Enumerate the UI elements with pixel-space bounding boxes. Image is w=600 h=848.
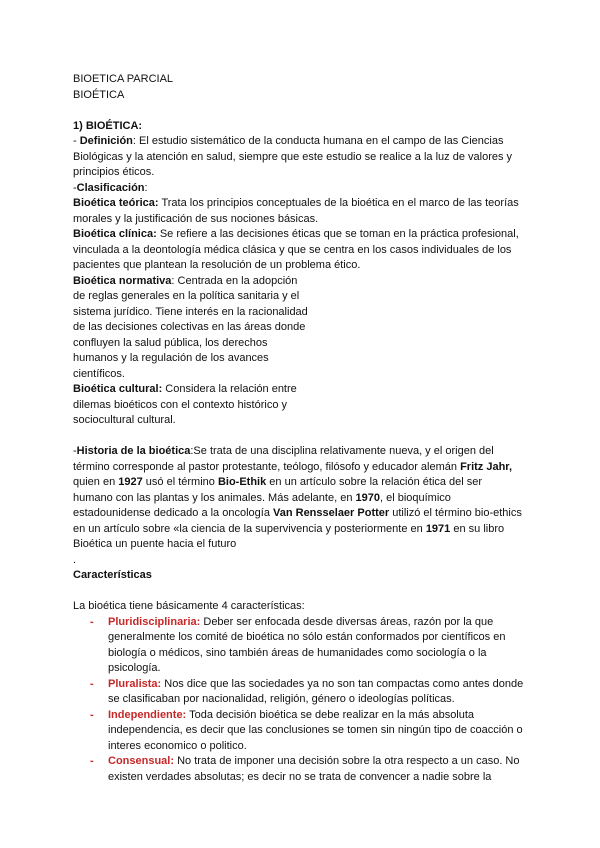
clinica-line-2: vinculada a la deontología médica clásica y que se centra en los casos individuales de los: [73, 243, 512, 256]
list-item-pluridisciplinaria: - Pluridisciplinaria: Deber ser enfocada desde diversas áreas, razón por la que generalmente los comité de bioética no sólo están conformados por científicos en biología o médicos, sino también áreas de humanidades como sociología o la psicología.: [90, 615, 506, 674]
normativa-line-6: humanos y la regulación de los avances: [73, 352, 269, 364]
historia-line-1: -Historia de la bioética:Se trata de una disciplina relativamente nueva, y el origen del: [73, 445, 494, 457]
header-line-1: BIOETICA PARCIAL: [73, 73, 174, 85]
historia-line-3: quien en 1927 usó el término Bio-Ethik en un artículo sobre la relación ética del ser: [73, 476, 483, 488]
cultural-line-2: dilemas bioéticos con el contexto histórico y: [73, 398, 287, 411]
clinica-line-3: pacientes que plantean la resolución de un problema ético.: [73, 259, 361, 271]
historia-line-4: humano con las plantas y los animales. Más adelante, en 1970, el bioquímico: [73, 491, 451, 504]
header-line-2: BIOÉTICA: [73, 88, 125, 101]
normativa-line-1: Bioética normativa: Centrada en la adopción: [73, 274, 298, 287]
list-item-independiente: - Independiente: Toda decisión bioética se debe realizar en la más absoluta independencia, es decir que las conclusiones se tomen sin ningún tipo de coacción o interes economico o politico.: [90, 708, 523, 752]
historia-line-6: en un artículo sobre «la ciencia de la supervivencia y posteriormente en 1971 en su libro: [73, 522, 505, 535]
caracteristicas-list: [73, 615, 533, 786]
teorica-line-2: morales y la justificación de sus nociones básicas.: [73, 212, 319, 225]
normativa-line-2: de reglas generales en la política sanitaria y el: [73, 290, 300, 302]
normativa-line-5: confluyen la salud pública, los derechos: [73, 336, 268, 349]
historia-line-5: estadounidense dedicado a la oncología Van Rensselaer Potter utilizó el término bio-ethics: [73, 507, 522, 519]
definicion-line-1: - Definición: El estudio sistemático de la conducta humana en el campo de las Ciencias: [73, 135, 504, 147]
teorica-line-1: Bioética teórica: Trata los principios conceptuales de la bioética en el marco de las teorías: [73, 197, 519, 209]
cultural-line-3: sociocultural cultural.: [73, 414, 176, 426]
list-item-pluralista: - Pluralista: Nos dice que las sociedades ya no son tan compactas como antes donde se clasificaban por nacionalidad, religión, género o ideologías políticas.: [90, 677, 524, 705]
cultural-line-1: Bioética cultural: Considera la relación entre: [73, 383, 297, 395]
list-item-consensual: - Consensual: No trata de imponer una decisión sobre la otra respecto a un caso. No existen verdades absolutas; es decir no se trata de convencer a nadie sobre la: [90, 755, 520, 783]
historia-line-2: término corresponde al pastor protestante, teólogo, filósofo y educador alemán Fritz Jahr,: [73, 460, 513, 473]
section-1-title: 1) BIOÉTICA:: [73, 119, 143, 132]
normativa-line-4: de las decisiones colectivas en las áreas donde: [73, 321, 306, 333]
definicion-line-2: Biológicas y la atención en salud, siempre que este estudio se realice a la luz de valores y: [73, 150, 513, 163]
bullet-dash: -: [90, 677, 94, 690]
normativa-line-3: sistema jurídico. Tiene interés en la racionalidad: [73, 305, 308, 318]
historia-line-7: Bioética un puente hacia el futuro: [73, 538, 237, 550]
document-body: [73, 72, 533, 785]
bullet-dash: -: [90, 755, 94, 767]
clinica-line-1: Bioética clínica: Se refiere a las decisiones éticas que se toman en la práctica profesional,: [73, 228, 519, 240]
caracteristicas-intro: La bioética tiene básicamente 4 características:: [73, 600, 305, 612]
bullet-dash: -: [90, 615, 94, 628]
clasificacion-heading: -Clasificación:: [73, 181, 148, 194]
definicion-line-3: principios éticos.: [73, 166, 155, 178]
normativa-line-7: científicos.: [73, 367, 125, 380]
caracteristicas-title: Características: [73, 569, 152, 581]
historia-dot: .: [73, 553, 77, 566]
bullet-dash: -: [90, 708, 94, 721]
